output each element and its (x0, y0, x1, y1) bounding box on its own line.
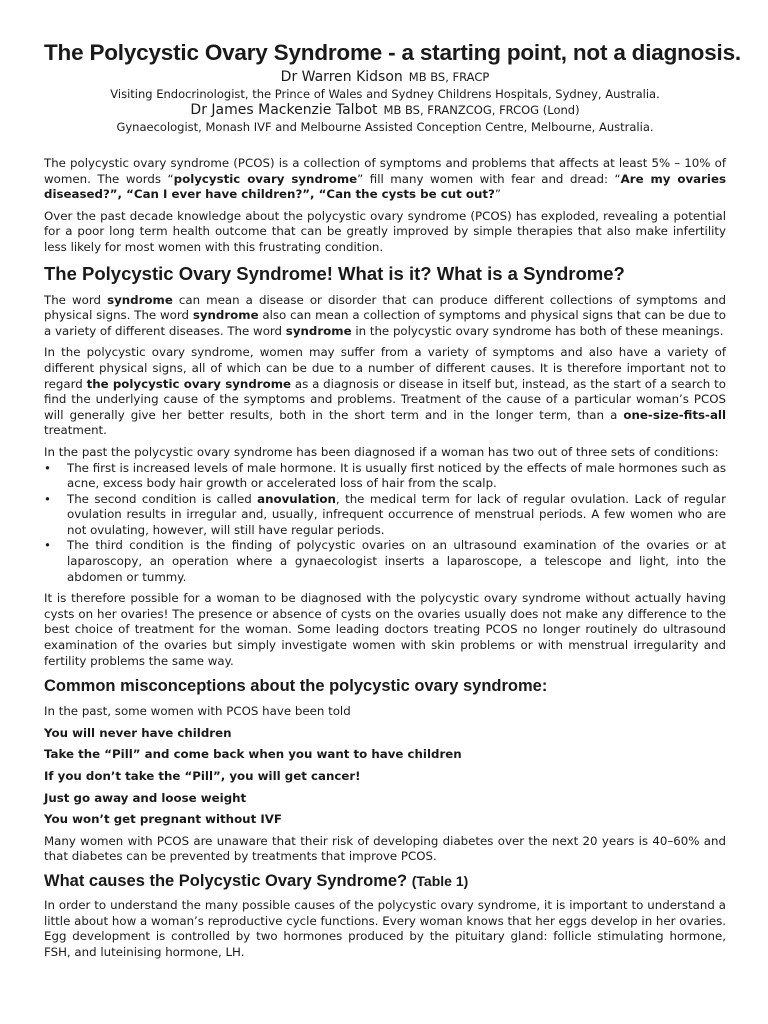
intro-paragraph-2: Over the past decade knowledge about the polycystic ovary syndrome (PCOS) has exploded, revealing a potential for a poor long term health outcome that can be greatly improved by simple therapies that also make infertility less likely for most women with this frustrating condition. (44, 208, 726, 254)
author-1-qualifications: MB BS, FRACP (408, 70, 490, 84)
body-emphasis: syndrome (285, 323, 352, 338)
document-title: The Polycystic Ovary Syndrome - a starting point, not a diagnosis. (44, 40, 741, 65)
intro-emphasis: polycystic ovary syndrome (173, 171, 358, 186)
body-text: also can mean a collection of symptoms and physical signs that can be due to a variety of different diseases. The word (44, 308, 727, 338)
intro-text: The polycystic ovary syndrome (PCOS) is a collection of symptoms and problems that affects at least 5% – 10% of women. The words “ (44, 156, 726, 186)
list-item-text: The third condition is the finding of polycystic ovaries on an ultrasound examination of the ovaries or at laparoscopy, an operation where a gynaecologist inserts a laparoscope, a telescope and light, into the abdomen or tummy. (67, 538, 726, 584)
section-3-paragraph-1: In order to understand the many possible causes of the polycystic ovary syndrome, it is important to understand a little about how a woman’s reproductive cycle functions. Every woman knows that her eggs develop in her ovaries. Egg development is controlled by two hormones produced by the pituitary gland: follicle stimulating hormone, FSH, and luteinising hormone, LH. (44, 897, 726, 959)
body-text: treatment. (44, 423, 107, 438)
intro-punct: ”, “ (109, 187, 134, 202)
intro-punct: ”, “ (302, 187, 327, 202)
list-item-text: The first is increased levels of male hormone. It is usually first noticed by the effects of male hormones such as acne, excess body hair growth or accelerated loss of hair from the scalp. (67, 460, 726, 491)
intro-question: Can I ever have children? (133, 187, 303, 202)
list-item (44, 492, 726, 539)
bullet-icon: • (44, 460, 51, 475)
section-2-closing: Many women with PCOS are unaware that their risk of developing diabetes over the next 20 years is 40–60% and that diabetes can be prevented by treatments that improve PCOS. (44, 833, 726, 864)
list-item-emphasis: anovulation (257, 491, 336, 506)
conditions-list (44, 461, 726, 586)
section-1-heading: The Polycystic Ovary Syndrome! What is it? What is a Syndrome? (44, 262, 625, 284)
author-2-name: Dr James Mackenzie Talbot (190, 102, 378, 118)
misconception-statement: You will never have children (44, 725, 232, 740)
page-content (44, 40, 741, 960)
misconception-statement: Take the “Pill” and come back when you want to have children (44, 747, 462, 762)
misconception-statement: You won’t get pregnant without IVF (44, 812, 282, 827)
body-text: In the polycystic ovary syndrome, women may suffer from a variety of symptoms and also have a variety of different physical signs, all of which can be due to a number of different causes. It is therefore important not to regard (44, 345, 726, 391)
bullet-icon: • (44, 538, 51, 553)
bullet-icon: • (44, 491, 51, 506)
section-3-heading-text: What causes the Polycystic Ovary Syndrome? (44, 871, 408, 890)
section-3-heading (44, 870, 726, 892)
author-1-affiliation: Visiting Endocrinologist, the Prince of Wales and Sydney Childrens Hospitals, Sydney, Australia. (110, 87, 660, 101)
section-2-intro: In the past, some women with PCOS have been told (44, 704, 351, 719)
list-item-text: , the medical term for lack of regular ovulation. Lack of regular ovulation results in irregular and, usually, infrequent occurrence of menstrual periods. A few women who are not ovulating, however, will still have regular periods. (67, 491, 726, 537)
body-emphasis: syndrome (107, 292, 173, 307)
section-2-heading: Common misconceptions about the polycystic ovary syndrome: (44, 677, 548, 696)
misconception-statement: If you don’t take the “Pill”, you will get cancer! (44, 769, 361, 783)
body-emphasis: the polycystic ovary syndrome (86, 376, 291, 391)
section-1-paragraph-2 (44, 345, 726, 439)
section-1-paragraph-3: In the past the polycystic ovary syndrome has been diagnosed if a woman has two out of three sets of conditions: (44, 444, 719, 459)
author-2 (44, 102, 726, 119)
list-item-text: The second condition is called (67, 491, 258, 506)
author-2-qualifications: MB BS, FRANZCOG, FRCOG (Lond) (383, 103, 580, 117)
section-1-paragraph-4: It is therefore possible for a woman to be diagnosed with the polycystic ovary syndrome without actually having cysts on her ovaries! The presence or absence of cysts on the ovaries usually does not make any difference to the best choice of treatment for the woman. Some leading doctors treating PCOS no longer routinely do ultrasound examination of the ovaries but simply investigate women with skin problems or with menstrual irregularity and fertility problems the same way. (44, 591, 726, 668)
body-text: in the polycystic ovary syndrome has both of these meanings. (351, 323, 724, 338)
intro-punct: ” (494, 187, 501, 202)
author-1-name: Dr Warren Kidson (280, 69, 403, 85)
author-2-affiliation: Gynaecologist, Monash IVF and Melbourne Assisted Conception Centre, Melbourne, Australia. (116, 120, 654, 134)
table-reference: (Table 1) (411, 872, 469, 889)
list-item (44, 461, 726, 492)
misconception-statement: Just go away and loose weight (44, 790, 247, 805)
body-text: as a diagnosis or disease in itself but, instead, as the start of a search to find the underlying cause of the symptoms and problems. Treatment of the cause of a particular woman’s PCOS will generally give her better results, both in the short term and in the longer term, than a (44, 376, 726, 422)
intro-text: ” fill many women with fear and dread: “ (357, 171, 621, 186)
intro-paragraph-1 (44, 156, 726, 203)
author-1 (44, 69, 726, 86)
intro-question: Are my ovaries diseased? (44, 171, 726, 202)
body-text: The word (44, 292, 108, 307)
body-text: can mean a disease or disorder that can produce different collections of symptoms and physical signs. The word (44, 292, 726, 323)
body-emphasis: one-size-fits-all (623, 407, 726, 422)
section-1-paragraph-1 (44, 293, 726, 340)
intro-question: Can the cysts be cut out? (326, 187, 495, 202)
list-item (44, 538, 726, 585)
body-emphasis: syndrome (192, 308, 259, 323)
